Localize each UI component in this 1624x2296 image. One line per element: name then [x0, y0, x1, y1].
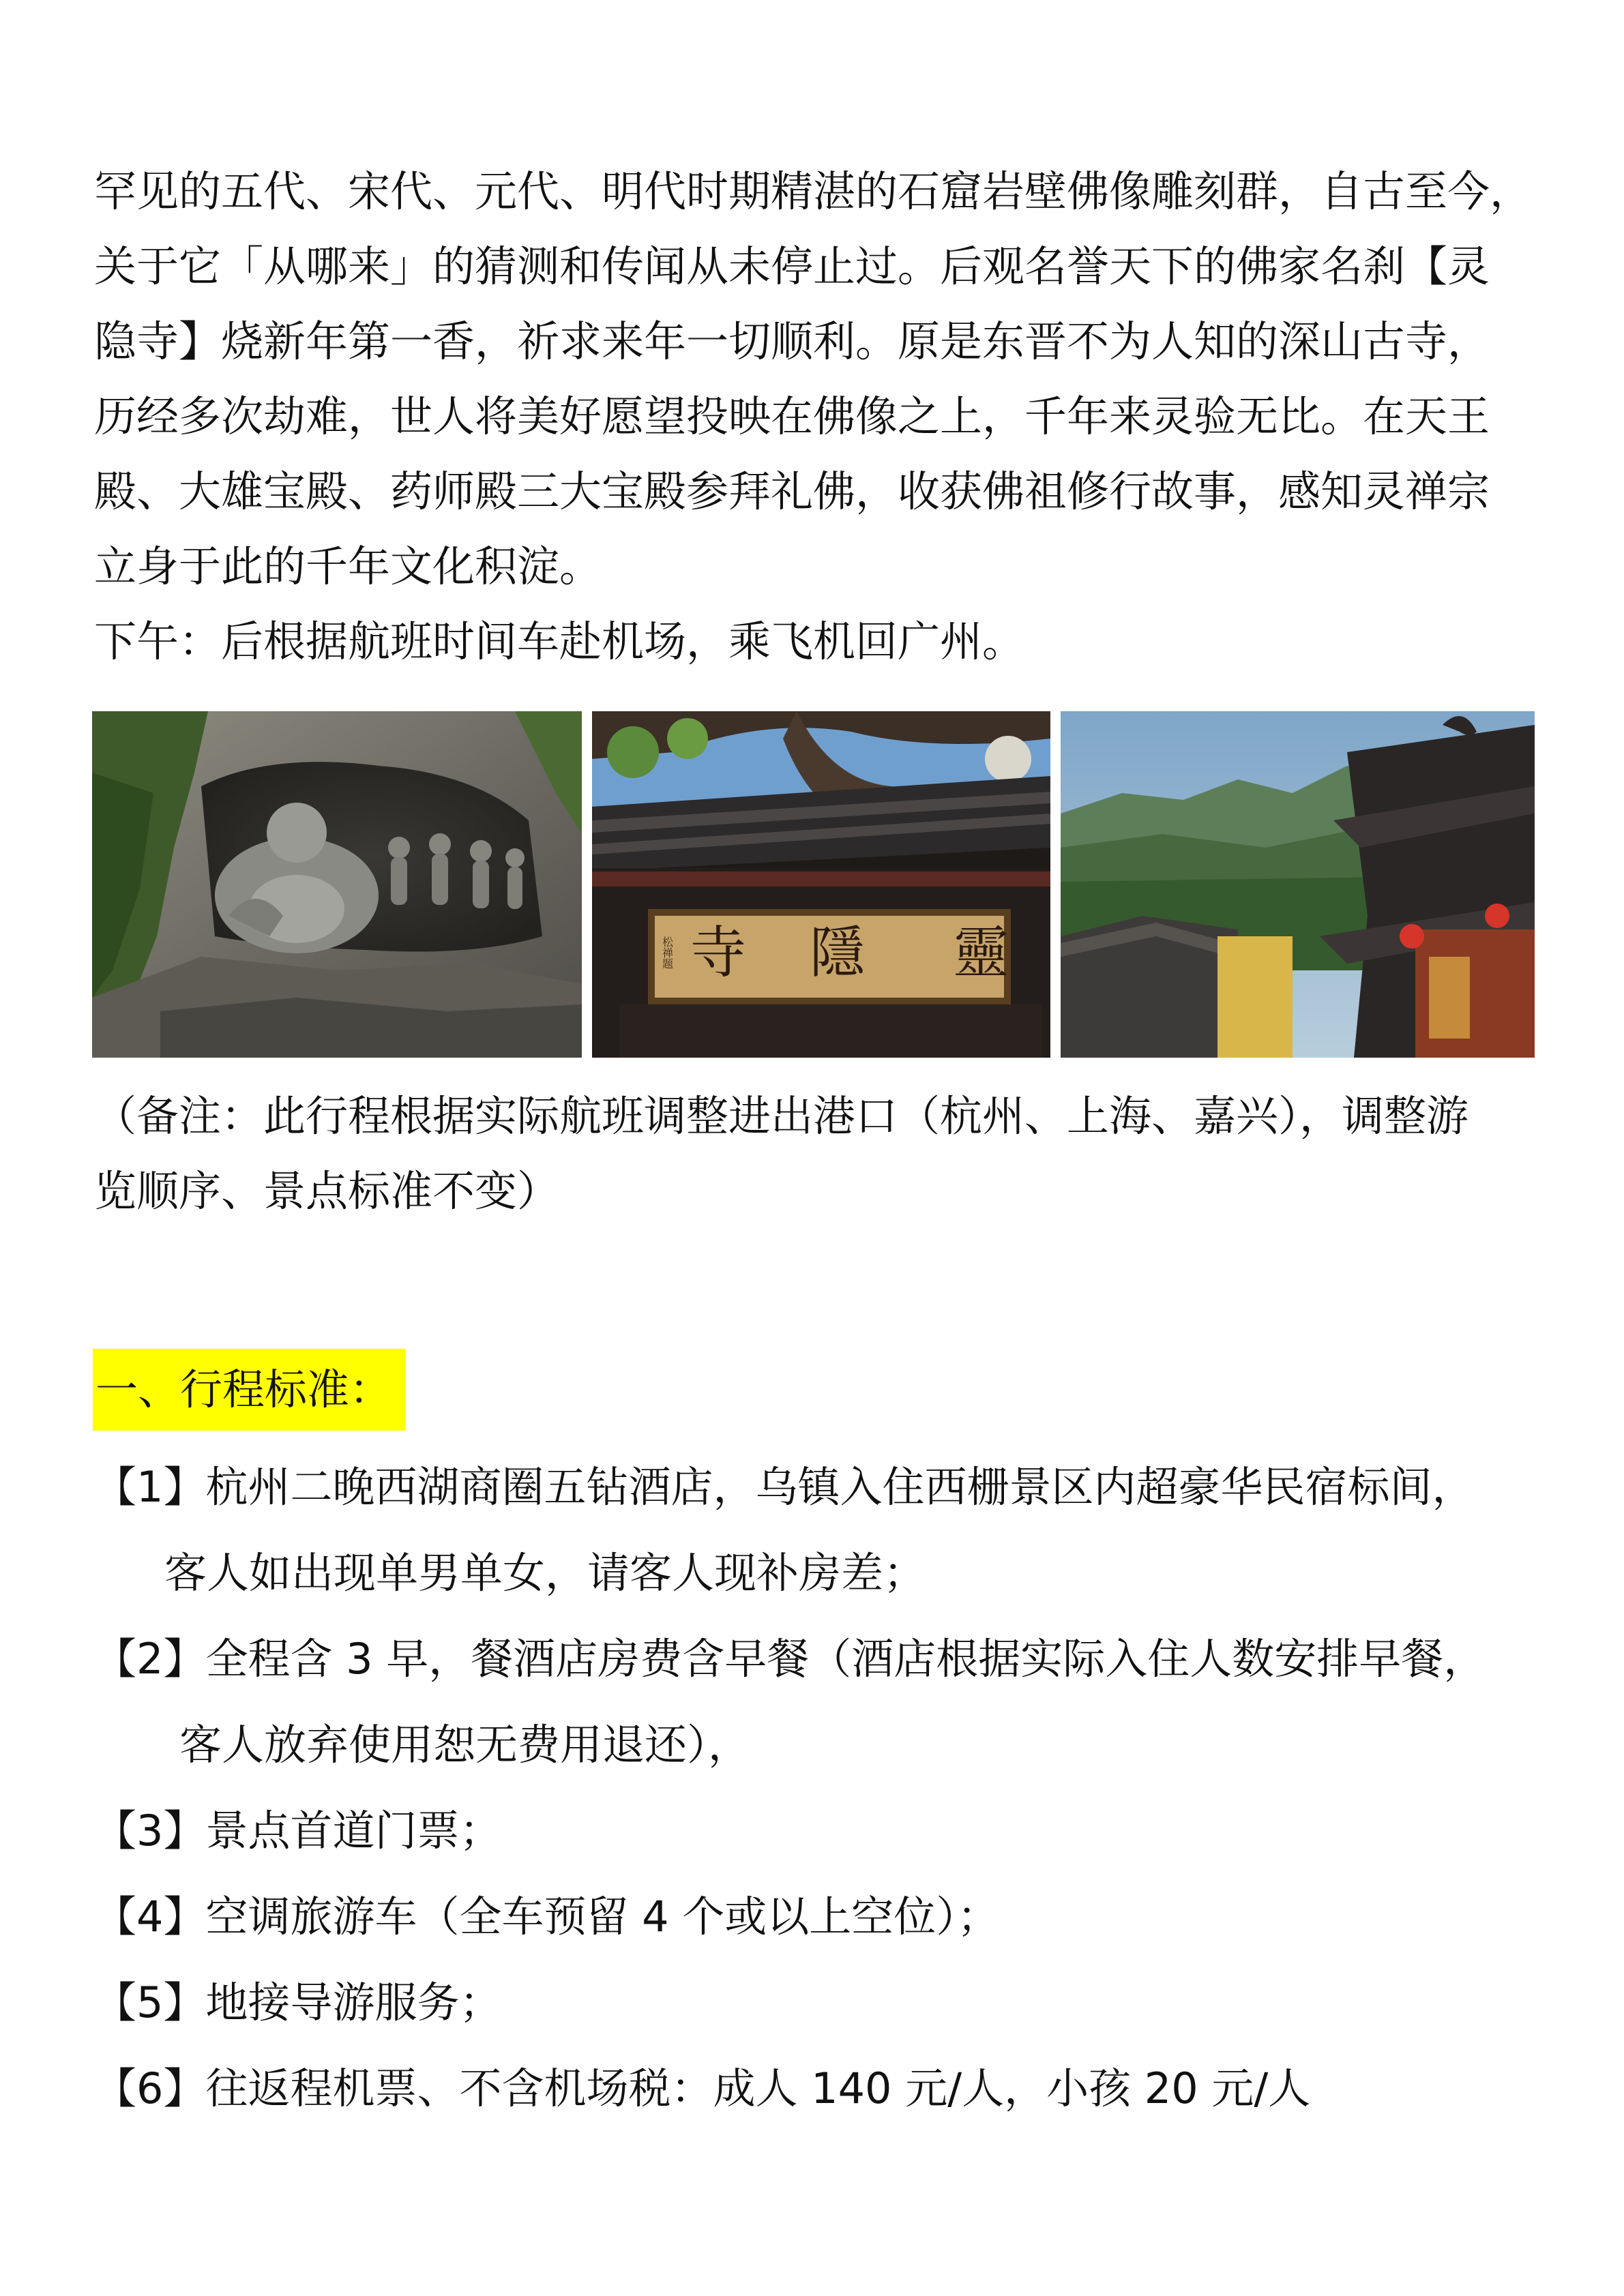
- list-item-continuation: 客人如出现单男单女，请客人现补房差；: [164, 1548, 926, 1598]
- list-item-text: 【1】杭州二晚西湖商圈五钻酒店，乌镇入住西栅景区内超豪华民宿标间，: [94, 1462, 1475, 1512]
- plaque-character: 靈: [952, 921, 1009, 985]
- list-item: [94, 1616, 1547, 1788]
- text-line: 关于它「从哪来」的猜测和传闻从未停止过。后观名誉天下的佛家名刹【灵: [94, 241, 1490, 291]
- list-item: [94, 2046, 1547, 2132]
- text-line: 罕见的五代、宋代、元代、明代时期精湛的石窟岩壁佛像雕刻群，自古至今，: [94, 166, 1533, 216]
- list-item-text: 【2】全程含 3 早，餐酒店房费含早餐（酒店根据实际入住人数安排早餐，: [94, 1634, 1486, 1684]
- afternoon-schedule-line: 下午：后根据航班时间车赴机场，乘飞机回广州。: [94, 616, 1025, 666]
- standards-heading: 一、行程标准：: [93, 1349, 405, 1431]
- text-line: 览顺序、景点标准不变）: [94, 1166, 560, 1216]
- itinerary-note: [94, 1079, 1547, 1229]
- text-line: 隐寺】烧新年第一香，祈求来年一切顺利。原是东晋不为人知的深山古寺，: [94, 316, 1490, 366]
- list-item-text: 【3】景点首道门票；: [94, 1806, 502, 1855]
- text-line: 殿、大雄宝殿、药师殿三大宝殿参拜礼佛，收获佛祖修行故事，感知灵禅宗: [94, 466, 1490, 516]
- text-line: 立身于此的千年文化积淀。: [94, 541, 602, 591]
- plaque-character: 隱: [809, 921, 866, 985]
- list-item-continuation: 客人放弃使用恕无费用退还），: [179, 1720, 751, 1770]
- list-item: [94, 1444, 1547, 1616]
- photo-strip: [92, 711, 1535, 1058]
- lingyin-temple-plaque-photo: [592, 711, 1050, 1058]
- list-item-text: 【4】空调旅游车（全车预留 4 个或以上空位）；: [94, 1892, 1000, 1941]
- list-item: [94, 1874, 1547, 1960]
- list-item-text: 【6】往返程机票、不含机场税：成人 140 元/人，小孩 20 元/人: [94, 2063, 1311, 2113]
- text-line: 历经多次劫难，世人将美好愿望投映在佛像之上，千年来灵验无比。在天王: [94, 391, 1490, 441]
- plaque-inscription: 松禅题: [660, 936, 674, 969]
- itinerary-description: [94, 154, 1547, 679]
- plaque-character: 寺: [690, 921, 747, 985]
- list-item: [94, 1788, 1547, 1874]
- text-line: （备注：此行程根据实际航班调整进出港口（杭州、上海、嘉兴），调整游: [94, 1091, 1469, 1141]
- list-item-text: 【5】地接导游服务；: [94, 1978, 502, 2027]
- temple-roofs-mountain-photo: [1061, 711, 1535, 1058]
- list-item: [94, 1960, 1547, 2046]
- rock-carving-buddha-photo: [92, 711, 582, 1058]
- standards-list: [94, 1444, 1547, 2132]
